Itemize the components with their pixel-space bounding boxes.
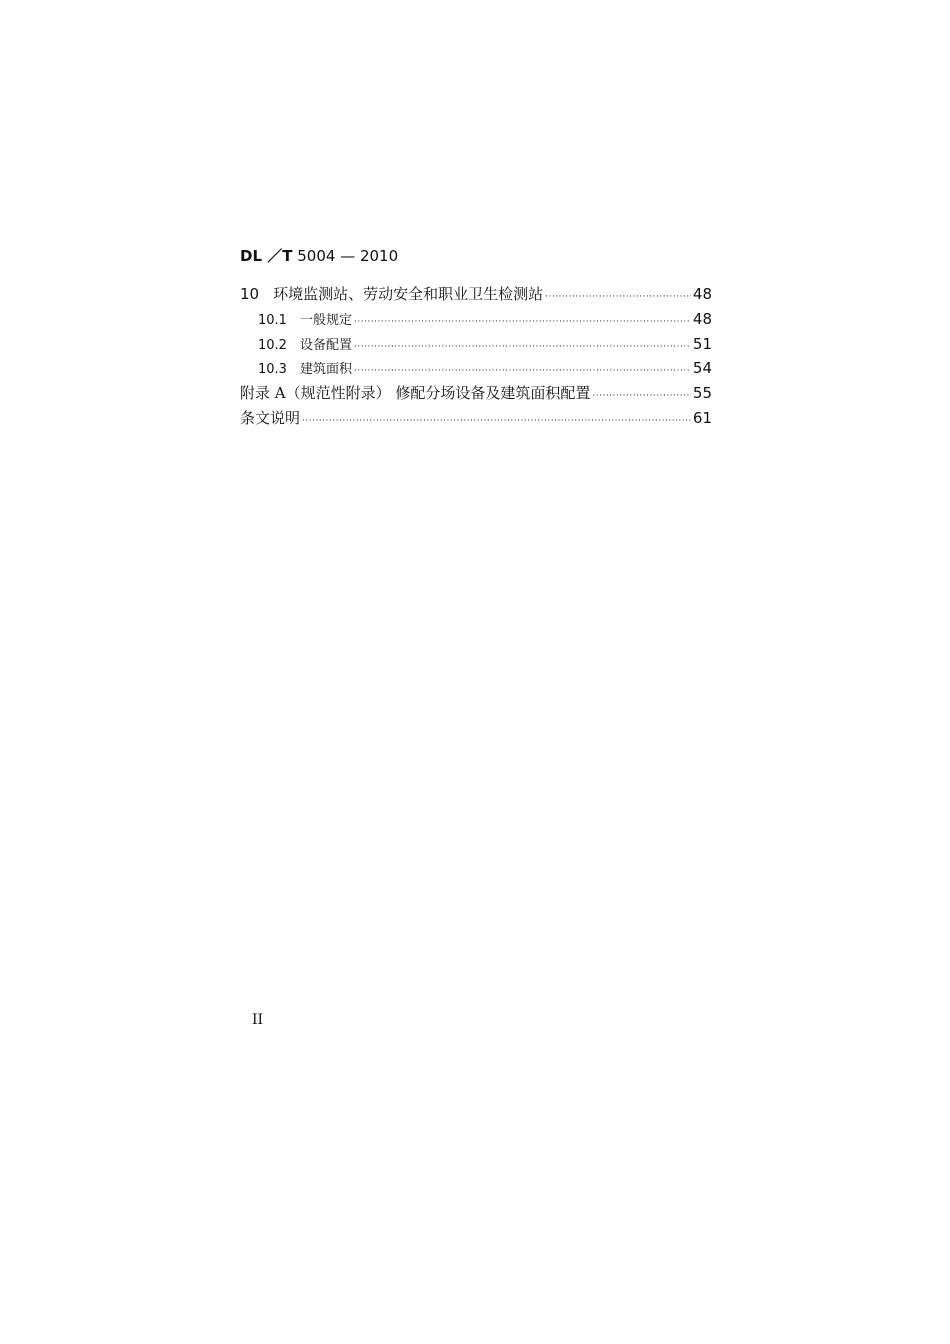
toc-entry-number: 10 [240, 285, 260, 303]
toc-entry-number: 10.2 [258, 337, 287, 353]
toc-entry-page: 48 [692, 309, 712, 328]
toc-entry-section-10-1[interactable] [240, 307, 712, 332]
page-number-footer: II [252, 1012, 264, 1028]
dot-leader [354, 335, 691, 360]
toc-entry-page: 54 [692, 359, 712, 378]
toc-entry-title: 条文说明 [240, 408, 301, 427]
toc-entry-title: 一般规定 [299, 312, 352, 328]
document-header [240, 246, 398, 266]
toc-entry-number: 10.1 [258, 312, 287, 328]
toc-entry-title: 建筑面积 [299, 362, 352, 378]
table-of-contents [240, 282, 712, 431]
toc-entry-title: 环境监测站、劳动安全和职业卫生检测站 [273, 285, 544, 303]
toc-entry-section-10-3[interactable] [240, 356, 712, 381]
standard-code: DL ／T [240, 247, 293, 265]
dot-leader [354, 310, 691, 335]
toc-entry-section-10[interactable] [240, 282, 712, 307]
toc-entry-title: 附录 A（规范性附录） 修配分场设备及建筑面积配置 [240, 384, 591, 403]
standard-number: 5004 — 2010 [297, 247, 399, 265]
dot-leader [302, 409, 691, 434]
dot-leader [545, 285, 691, 310]
toc-entry-explanation[interactable] [240, 406, 712, 431]
toc-entry-title: 设备配置 [299, 337, 352, 353]
toc-entry-page: 61 [692, 408, 712, 427]
toc-entry-page: 55 [692, 384, 712, 403]
toc-entry-page: 51 [692, 334, 712, 353]
dot-leader [592, 384, 691, 409]
toc-entry-number: 10.3 [258, 362, 287, 378]
toc-entry-appendix-a[interactable] [240, 381, 712, 406]
toc-entry-page: 48 [692, 285, 712, 303]
toc-entry-section-10-2[interactable] [240, 332, 712, 357]
